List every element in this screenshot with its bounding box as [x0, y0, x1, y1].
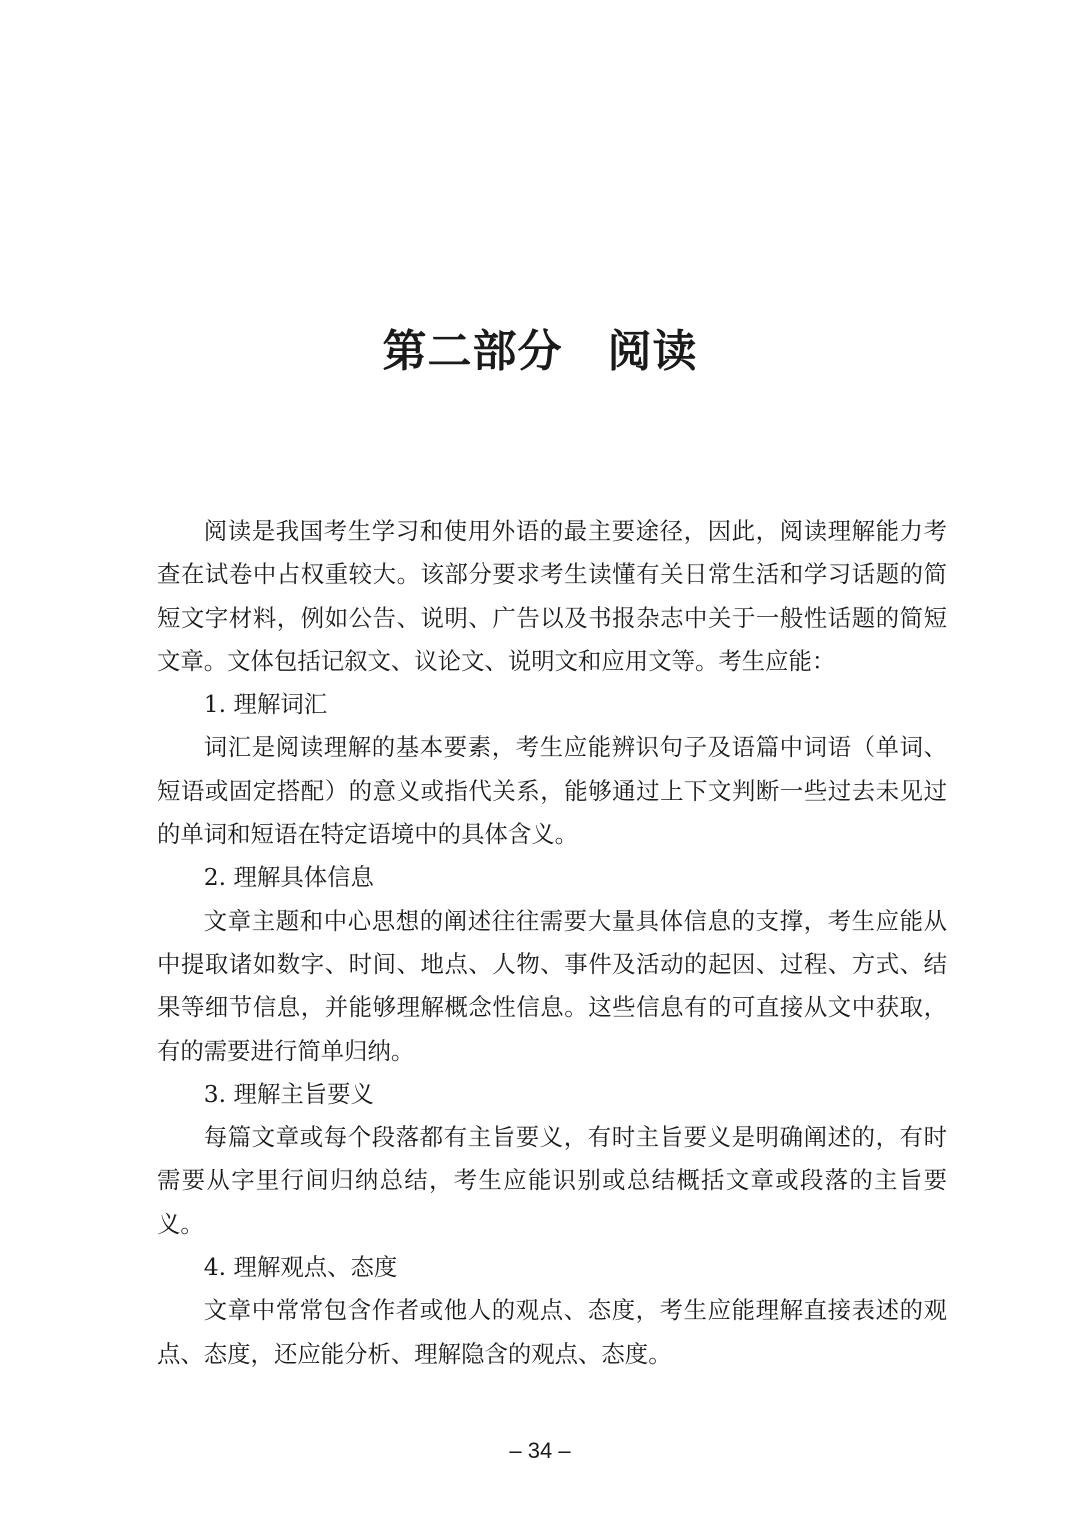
- paragraph-specific-info: 文章主题和中心思想的阐述往往需要大量具体信息的支撑，考生应能从中提取诸如数字、时间、地点、人物、事件及活动的起因、过程、方式、结果等细节信息，并能够理解概念性信息。这些信息有的可直接从文中获取，有的需要进行简单归纳。: [157, 906, 947, 1065]
- paragraph-viewpoint: 文章中常常包含作者或他人的观点、态度，考生应能理解直接表述的观点、态度，还应能分析、理解隐含的观点、态度。: [157, 1296, 947, 1368]
- page-number: – 34 –: [509, 1438, 571, 1463]
- section-heading-viewpoint: 4. 理解观点、态度: [203, 1253, 398, 1282]
- section-heading-specific-info: 2. 理解具体信息: [203, 863, 374, 892]
- page-title: 第二部分 阅读: [382, 326, 698, 377]
- body-text: [157, 510, 947, 1376]
- section-heading-main-idea: 3. 理解主旨要义: [203, 1079, 374, 1108]
- paragraph-vocabulary: 词汇是阅读理解的基本要素，考生应能辨识句子及语篇中词语（单词、短语或固定搭配）的意义或指代关系，能够通过上下文判断一些过去未见过的单词和短语在特定语境中的具体含义。: [157, 733, 947, 849]
- section-heading-vocabulary: 1. 理解词汇: [203, 690, 328, 719]
- paragraph-intro: 阅读是我国考生学习和使用外语的最主要途径，因此，阅读理解能力考查在试卷中占权重较大。该部分要求考生读懂有关日常生活和学习话题的简短文字材料，例如公告、说明、广告以及书报杂志中关于一般性话题的简短文章。文体包括记叙文、议论文、说明文和应用文等。考生应能：: [157, 517, 947, 675]
- paragraph-main-idea: 每篇文章或每个段落都有主旨要义，有时主旨要义是明确阐述的，有时需要从字里行间归纳总结，考生应能识别或总结概括文章或段落的主旨要义。: [157, 1123, 947, 1238]
